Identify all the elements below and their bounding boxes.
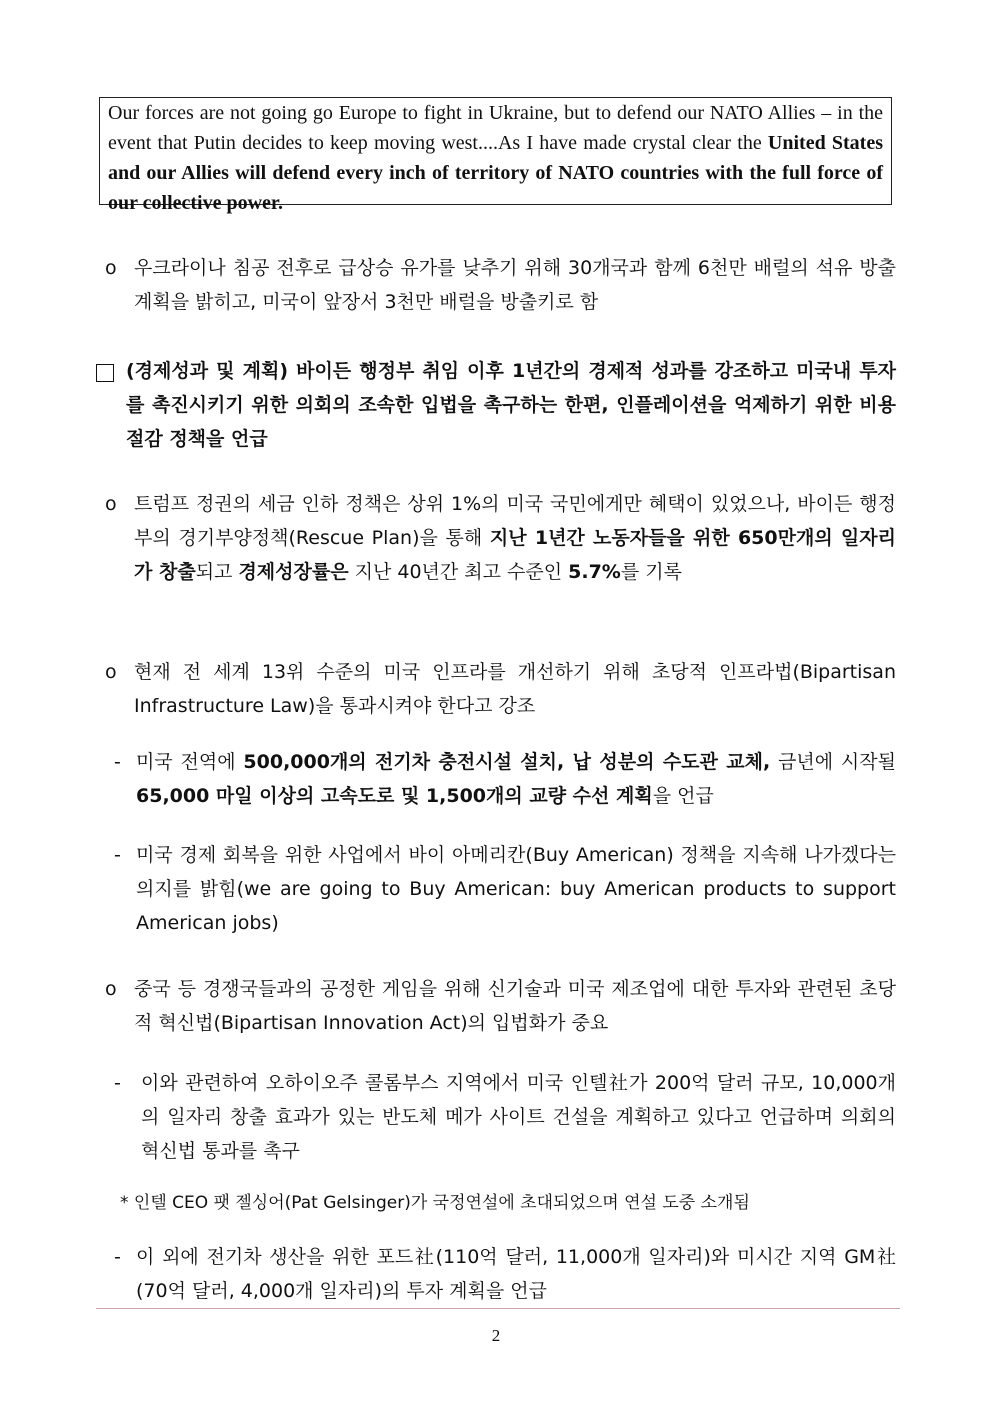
sub-ev-d: 65,000 마일 이상의 고속도로 및 1,500개의 교량 수선 계획 <box>136 785 653 807</box>
sub-ford-gm-text: 이 외에 전기차 생산을 위한 포드社(110억 달러, 11,000개 일자리)와 미시간 지역 GM社(70억 달러, 4,000개 일자리)의 투자 계획을 언급 <box>136 1246 896 1302</box>
footnote-text: 인텔 CEO 팻 젤싱어(Pat Gelsinger)가 국정연설에 초대되었으며 연설 도중 소개됨 <box>133 1193 750 1213</box>
footnote <box>120 1186 896 1220</box>
sub-ev-c: 금년에 시작될 <box>770 751 896 773</box>
sub-ev-a: 미국 전역에 <box>136 751 244 773</box>
section-heading-text: (경제성과 및 계획) 바이든 행정부 취임 이후 1년간의 경제적 성과를 강조하고 미국내 투자를 촉진시키기 위한 의회의 조속한 입법을 촉구하는 한편, 인플레이션을 억제하기 위한 비용 절감 정책을 언급 <box>126 360 896 450</box>
bullet-jobs-e: 지난 40년간 최고 수준인 <box>348 561 569 583</box>
bullet-jobs-g: 를 기록 <box>620 561 682 583</box>
quote-text: Our forces are not going go Europe to fight in Ukraine, but to defend our NATO Allies – in the event that Putin decides to keep moving west....As I have made crystal clear the <box>108 102 883 154</box>
dash-marker: - <box>114 1246 121 1268</box>
quote-bold: United States and our Allies will defend every inch of territory of NATO countries with the full force of our collective power. <box>108 132 883 214</box>
bullet-oil <box>134 251 896 319</box>
sub-intel-text: 이와 관련하여 오하이오주 콜롬부스 지역에서 미국 인텔社가 200억 달러 규모, 10,000개의 일자리 창출 효과가 있는 반도체 메가 사이트 건설을 계획하고 있다고 언급하며 의회의 혁신법 통과를 촉구 <box>141 1072 896 1162</box>
checkbox-square-icon <box>96 364 114 382</box>
sub-ev-b: 500,000개의 전기차 충전시설 설치, 납 성분의 수도관 교체, <box>243 751 771 773</box>
bullet-marker: o <box>105 257 117 279</box>
bullet-marker: o <box>105 661 117 683</box>
bullet-innovation <box>134 972 896 1040</box>
footnote-marker: * <box>120 1193 129 1213</box>
bullet-jobs <box>134 487 896 589</box>
page-number: 2 <box>491 1326 501 1345</box>
bullet-jobs-a: 트럼프 정권의 세금 인하 정책은 상위 1%의 미국 국민에게만 혜택이 있었으나, 바이든 행정부의 경기부양정책(Rescue Plan)을 통해 <box>134 493 896 549</box>
dash-marker: - <box>114 1072 121 1094</box>
bullet-marker: o <box>105 978 117 1000</box>
sub-ev-e: 을 언급 <box>652 785 714 807</box>
sub-intel <box>141 1066 896 1168</box>
bullet-jobs-c: 되고 <box>195 561 239 583</box>
sub-ev <box>136 745 896 813</box>
footer-divider <box>96 1308 900 1309</box>
bullet-infra <box>134 655 896 723</box>
bullet-marker: o <box>105 493 117 515</box>
sub-buy-american-text: 미국 경제 회복을 위한 사업에서 바이 아메리칸(Buy American) 정책을 지속해 나가겠다는 의지를 밝힘(we are going to Buy American: buy American products to support American jobs) <box>136 844 896 934</box>
bullet-jobs-b: 지난 1년간 노동자들을 위한 650만개의 일자리가 창출 <box>134 527 896 583</box>
sub-ford-gm <box>136 1240 896 1308</box>
bullet-infra-text: 현재 전 세계 13위 수준의 미국 인프라를 개선하기 위해 초당적 인프라법(Bipartisan Infrastructure Law)을 통과시켜야 한다고 강조 <box>134 661 896 717</box>
sub-buy-american <box>136 838 896 940</box>
bullet-jobs-f: 5.7% <box>568 561 621 583</box>
bullet-innovation-text: 중국 등 경쟁국들과의 공정한 게임을 위해 신기술과 미국 제조업에 대한 투자와 관련된 초당적 혁신법(Bipartisan Innovation Act)의 입법화가 중요 <box>134 978 896 1034</box>
quote-box <box>99 97 892 214</box>
section-heading <box>126 354 896 456</box>
dash-marker: - <box>114 751 121 773</box>
bullet-jobs-d: 경제성장률은 <box>238 561 349 583</box>
bullet-oil-text: 우크라이나 침공 전후로 급상승 유가를 낮추기 위해 30개국과 함께 6천만 배럴의 석유 방출 계획을 밝히고, 미국이 앞장서 3천만 배럴을 방출키로 함 <box>134 257 896 313</box>
dash-marker: - <box>114 844 121 866</box>
